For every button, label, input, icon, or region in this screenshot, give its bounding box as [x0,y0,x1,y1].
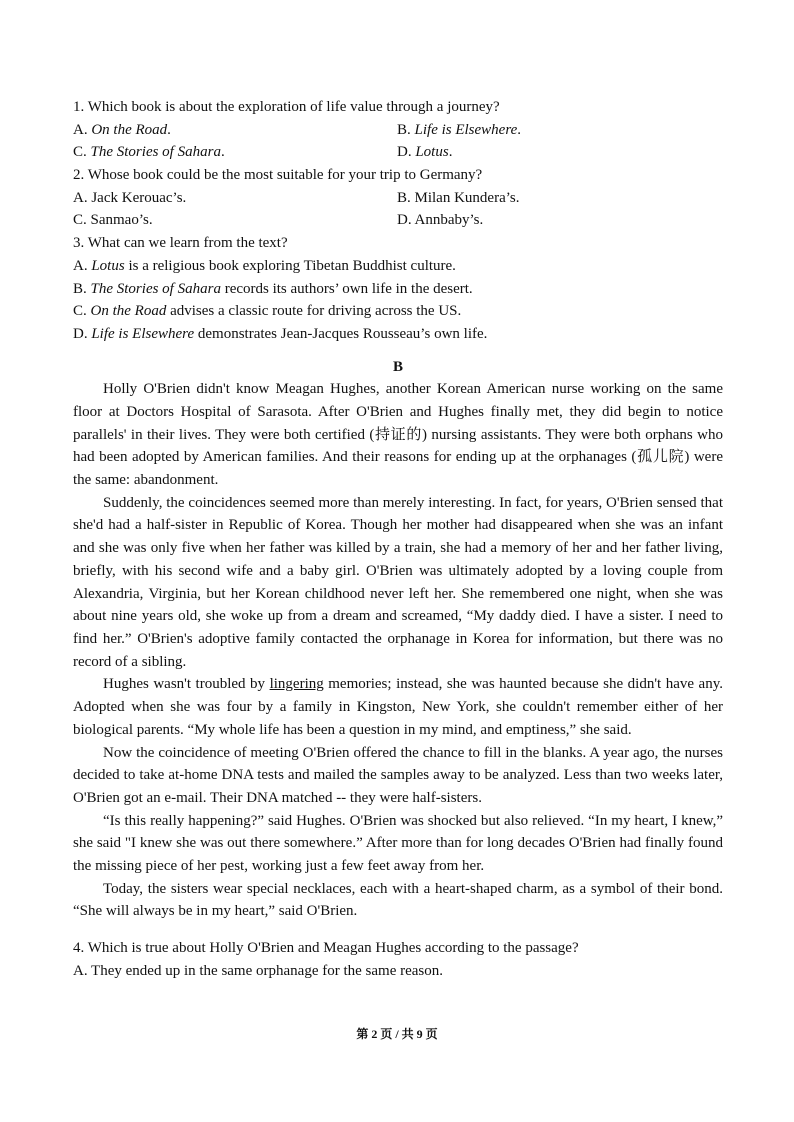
underlined-word: lingering [269,676,324,693]
q2-option-b: B. Milan Kundera’s. [397,189,520,206]
q1-option-c: C. The Stories of Sahara. [73,144,225,161]
q4-option-a: A. They ended up in the same orphanage for the same reason. [73,962,444,979]
q3-option-b: B. The Stories of Sahara records its authors’ own life in the desert. [73,280,473,297]
q2-option-d: D. Annbaby’s. [397,212,484,229]
q1-option-d: D. Lotus. [397,144,453,161]
q3-option-c: C. On the Road advises a classic route for driving across the US. [73,303,462,320]
passage-paragraph-2: Suddenly, the coincidences seemed more than merely interesting. In fact, for years, O'Brien sensed that she'd had a half-sister in Republic of Korea. Though her mother had disappeared when she was an infant and she was only five when her father was killed by a train, she had a memory of her and her father living, briefly, with his second wife and a baby girl. O'Brien was ultimately adopted by a loving couple from Alexandria, Virginia, but her Korean childhood never left her. She remembered one night, when she was about nine years old, she woke up from a dream and screamed, “My daddy died. I have a sister. I need to find her.” O'Brien's adoptive family contacted the orphanage in Korea for information, but there was no record of a sibling. [73,494,723,670]
passage-paragraph-3: Hughes wasn't troubled by lingering memories; instead, she was haunted because she didn't have any. Adopted when she was four by a family in Kingston, New York, she couldn't remember either of her biological parents. “My whole life has been a question in my mind, and emptiness,” she said. [73,676,723,738]
q2-option-a: A. Jack Kerouac’s. [73,189,187,206]
page-footer: 第 2 页 / 共 9 页 [356,1027,438,1041]
passage-paragraph-4: Now the coincidence of meeting O'Brien offered the chance to fill in the blanks. A year ago, the nurses decided to take at-home DNA tests and mailed the samples away to be analyzed. Less than two weeks later, O'Brien got an e-mail. Their DNA matched -- they were half-sisters. [73,744,723,806]
q2-option-c: C. Sanmao’s. [73,212,153,229]
q4-stem: 4. Which is true about Holly O'Brien and Meagan Hughes according to the passage? [73,940,579,957]
q3-option-d: D. Life is Elsewhere demonstrates Jean-Jacques Rousseau’s own life. [73,325,488,342]
section-b-title: B [392,358,403,375]
passage-paragraph-5: “Is this really happening?” said Hughes. O'Brien was shocked but also relieved. “In my heart, I knew,” she said "I knew she was out there somewhere.” After more than for long decades O'Brien had finally found the missing piece of her pest, working just a few feet away from her. [73,812,723,875]
q2-options-row-2 [73,209,723,232]
passage-paragraph-1: Holly O'Brien didn't know Meagan Hughes, another Korean American nurse working on the same floor at Doctors Hospital of Sarasota. After O'Brien and Hughes finally met, they did begin to notice parallels' in their lives. They were both certified (持证的) nursing assistants. They were both orphans who had been adopted by American families. And their reasons for ending up at the orphanages (孤儿院) were the same: abandonment. [73,381,723,489]
q1-options-row-2 [73,141,723,164]
q2-stem: 2. Whose book could be the most suitable for your trip to Germany? [73,167,483,184]
q1-options-row-1 [73,119,723,142]
exam-page [73,96,723,983]
q1-option-a: A. On the Road. [73,121,171,138]
q1-option-b: B. Life is Elsewhere. [397,121,522,138]
q3-option-a: A. Lotus is a religious book exploring Tibetan Buddhist culture. [73,257,456,274]
q1-stem: 1. Which book is about the exploration of life value through a journey? [73,99,500,115]
passage-paragraph-6: Today, the sisters wear special necklaces, each with a heart-shaped charm, as a symbol of their bond. “She will always be in my heart,” said O'Brien. [73,880,723,920]
q3-stem: 3. What can we learn from the text? [73,235,288,252]
q2-options-row-1 [73,187,723,210]
